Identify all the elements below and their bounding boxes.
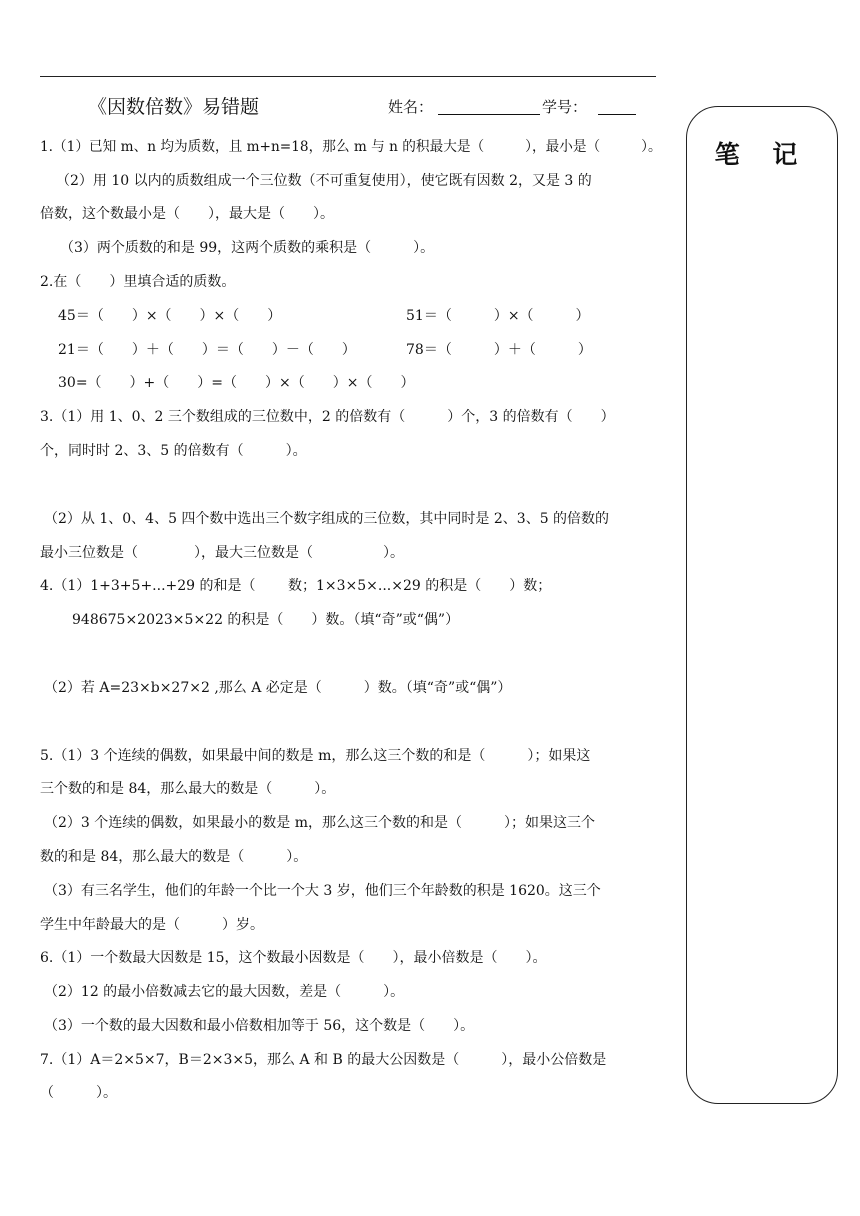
worksheet-title: 《因数倍数》易错题 xyxy=(88,96,260,118)
question-line: （3）两个质数的和是 99，这两个质数的乘积是（ ）。 xyxy=(60,240,435,256)
question-line: （2）12 的最小倍数减去它的最大因数，差是（ ）。 xyxy=(44,984,405,1000)
question-line: 3.（1）用 1、0、2 三个数组成的三位数中，2 的倍数有（ ）个，3 的倍数有（ ） xyxy=(40,409,615,425)
question-line: （2）从 1、0、4、5 四个数中选出三个数字组成的三位数，其中同时是 2、3、5 的倍数的 xyxy=(44,511,610,527)
question-line: 45＝（ ）×（ ）×（ ） xyxy=(58,308,282,324)
question-line: （2）用 10 以内的质数组成一个三位数（不可重复使用），使它既有因数 2，又是 3 的 xyxy=(56,173,592,189)
question-line: 学生中年龄最大的是（ ）岁。 xyxy=(40,917,264,933)
question-line: 1.（1）已知 m、n 均为质数，且 m+n=18，那么 m 与 n 的积最大是（ ），最小是（ ）。 xyxy=(40,139,662,155)
question-line: 三个数的和是 84，那么最大的数是（ ）。 xyxy=(40,781,336,797)
question-line: 4.（1）1+3+5+...+29 的和是（ 数；1×3×5×...×29 的积是（ ）数； xyxy=(40,578,552,594)
question-line: 51＝（ ）×（ ） xyxy=(406,308,590,324)
question-line: 21＝（ ）＋（ ）＝（ ）－（ ） xyxy=(58,342,356,358)
question-line: 6.（1）一个数最大因数是 15，这个数最小因数是（ ），最小倍数是（ ）。 xyxy=(40,950,547,966)
question-line: 个，同时时 2、3、5 的倍数有（ ）。 xyxy=(40,443,307,459)
top-rule xyxy=(40,76,656,77)
question-line: （3）一个数的最大因数和最小倍数相加等于 56，这个数是（ ）。 xyxy=(44,1018,475,1034)
question-line: 最小三位数是（ ），最大三位数是（ ）。 xyxy=(40,545,404,561)
question-line: （ ）。 xyxy=(40,1085,117,1101)
question-line: 2.在（ ）里填合适的质数。 xyxy=(40,274,236,290)
question-line: 948675×2023×5×22 的积是（ ）数。（填“奇”或“偶”） xyxy=(72,612,460,628)
name-label: 姓名： xyxy=(388,98,434,116)
question-line: 78＝（ ）＋（ ） xyxy=(406,342,592,358)
question-line: 7.（1）A＝2×5×7，B＝2×3×5，那么 A 和 B 的最大公因数是（ ），最小公倍数是 xyxy=(40,1052,607,1068)
question-line: （2）若 A=23×b×27×2 ,那么 A 必定是（ ）数。（填“奇”或“偶”） xyxy=(44,680,512,696)
question-line: 5.（1）3 个连续的偶数，如果最中间的数是 m，那么这三个数的和是（ ）；如果这 xyxy=(40,748,591,764)
student-number-blank[interactable] xyxy=(598,114,636,115)
question-line: 数的和是 84，那么最大的数是（ ）。 xyxy=(40,849,308,865)
question-line: （3）有三名学生，他们的年龄一个比一个大 3 岁，他们三个年龄数的积是 1620。这三个 xyxy=(44,883,601,899)
question-line: （2）3 个连续的偶数，如果最小的数是 m，那么这三个数的和是（ ）；如果这三个 xyxy=(44,815,595,831)
notes-panel xyxy=(686,106,838,1104)
question-line: 30=（ ）+（ ）=（ ）×（ ）×（ ） xyxy=(58,375,415,391)
notes-title: 笔 记 xyxy=(714,140,810,169)
question-line: 倍数，这个数最小是（ ），最大是（ ）。 xyxy=(40,206,334,222)
student-number-label: 学号： xyxy=(542,98,588,116)
name-blank[interactable] xyxy=(438,114,540,115)
